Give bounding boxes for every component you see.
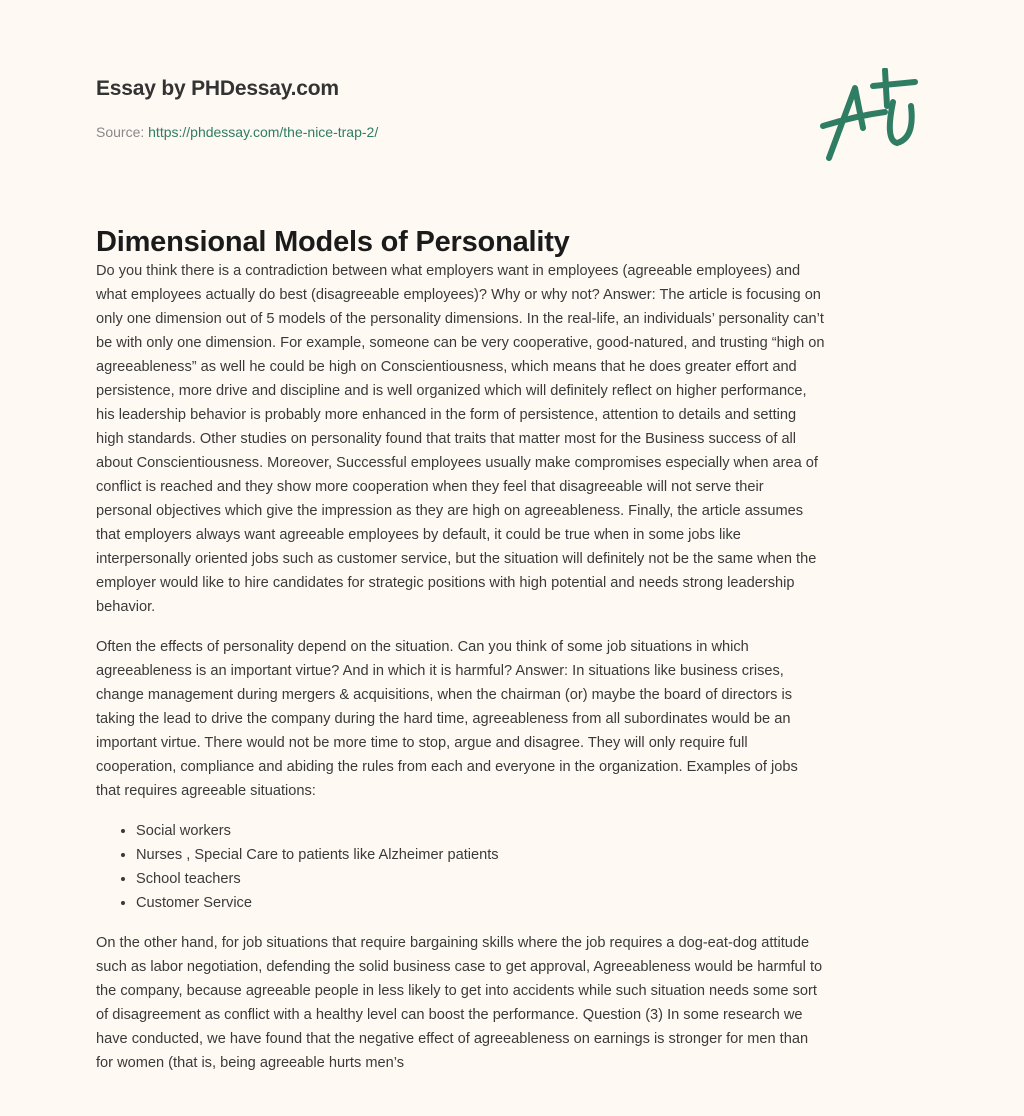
essay-body <box>96 259 936 1091</box>
text-line: change management during mergers & acquisitions, when the chairman (or) maybe the board of directors is <box>96 687 792 703</box>
site-brand: Essay by PHDessay.com <box>96 77 339 100</box>
list-item: • Social workers <box>136 819 936 843</box>
text-line: what employees actually do best (disagreeable employees)? Why or why not? Answer: The article is focusing on <box>96 287 821 303</box>
text-line: cooperation, compliance and abiding the rules from each and everyone in the organization. Examples of jobs <box>96 759 798 775</box>
text-line: employer would like to hire candidates for strategic positions with high potential and needs strong leadership <box>96 575 795 591</box>
text-line: personal objectives which give the impression as they are high on agreeableness. Finally, the article assumes <box>96 503 804 519</box>
text-line: important virtue. There would not be more time to stop, argue and disagree. They will only require full <box>96 735 748 751</box>
text-line: that employers always want agreeable employees by default, it could be true when in some jobs like <box>96 527 741 543</box>
text-line: taking the lead to drive the company during the hard time, agreeableness from all subordinates would be an <box>96 711 791 727</box>
list-item: • Customer Service <box>136 891 936 915</box>
text-line: interpersonally oriented jobs such as customer service, but the situation will definitely not be the same when the <box>96 551 817 567</box>
text-line: be with only one dimension. For example, someone can be very cooperative, good-natured, and trusting “high on <box>96 335 825 351</box>
list-item: • School teachers <box>136 867 936 891</box>
text-line: such as labor negotiation, defending the solid business case to get approval, Agreeableness would be harmful to <box>96 959 823 975</box>
essay-title: Dimensional Models of Personality <box>96 226 570 258</box>
text-line: his leadership behavior is probably more enhanced in the form of persistence, attention to details and setting <box>96 407 797 423</box>
text-line: that requires agreeable situations: <box>96 783 316 799</box>
paragraph-3 <box>96 931 936 1075</box>
paragraph-2 <box>96 635 936 803</box>
text-line: of disagreement as conflict with a healthy level can boost the performance. Question (3) In some research we <box>96 1007 803 1023</box>
text-line: On the other hand, for job situations that require bargaining skills where the job requires a dog-eat-dog attitude <box>96 935 810 951</box>
text-line: conflict is reached and they show more cooperation when they feel that disagreeable will not serve their <box>96 479 764 495</box>
text-line: agreeableness” as well he could be high on Conscientiousness, which means that he does greater effort and <box>96 359 797 375</box>
text-line: about Conscientiousness. Moreover, Successful employees usually make compromises especially when area of <box>96 455 818 471</box>
text-line: for women (that is, being agreeable hurts men’s <box>96 1055 404 1071</box>
a-plus-logo-icon <box>815 68 935 168</box>
text-line: high standards. Other studies on personality found that traits that matter most for the Business success of all <box>96 431 797 447</box>
text-line: have conducted, we have found that the negative effect of agreeableness on earnings is stronger for men than <box>96 1031 809 1047</box>
source-line <box>96 124 378 140</box>
list-item: • Nurses , Special Care to patients like Alzheimer patients <box>136 843 936 867</box>
text-line: the company, because agreeable people in less likely to get into accidents while such situation needs some sort <box>96 983 817 999</box>
text-line: Often the effects of personality depend on the situation. Can you think of some job situations in which <box>96 639 749 655</box>
text-line: Do you think there is a contradiction between what employers want in employees (agreeable employees) and <box>96 263 801 279</box>
paragraph-1 <box>96 259 936 619</box>
text-line: only one dimension out of 5 models of the personality dimensions. In the real-life, an individuals’ personality can’t <box>96 311 824 327</box>
text-line: agreeableness is an important virtue? And in which it is harmful? Answer: In situations like business crises, <box>96 663 784 679</box>
text-line: persistence, more drive and discipline and is well organized which will definitely reflect on higher performance, <box>96 383 807 399</box>
source-label: Source: <box>96 124 149 140</box>
text-line: behavior. <box>96 599 156 615</box>
source-link[interactable]: https://phdessay.com/the-nice-trap-2/ <box>148 124 379 140</box>
job-list <box>96 819 936 915</box>
